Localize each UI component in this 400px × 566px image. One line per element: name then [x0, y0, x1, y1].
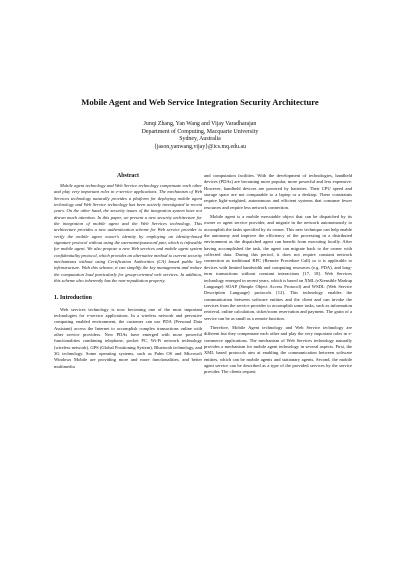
author-names: Junqi Zhang, Yan Wang and Vijay Varadharajan	[143, 121, 257, 127]
right-paragraph-2: Mobile agent is a mobile executable object that can be dispatched by its owner or agent service provider, and migrate in the network autonomously to accomplish the tasks specified by its owner. This new technique can help enable the autonomy and improve the efficiency of the processing in a distributed environment as the dispatched agent can benefit from executing locally. After having accomplished the task, the agent can migrate back to the owner with collected data. During this period, it does not require constant network connection as traditional RPC (Remote Procedure Call) so it is applicable to devices with limited bandwidth and computing resources (e.g. PDA), and long-term transactions without constant interactions [17, 18]. Web Services technology emerged in recent years, which is based on XML (eXtensible Markup Language) SOAP (Simple Object Access Protocol) and WSDL (Web Service Description Language) protocols [12]. This technology enables the communication between software entities and the client and can invoke the services from the service provider to accomplish some tasks, such as information retrieval, online calculation, ticket/room reservation and payment. The grain of a service can be as small as a remote function.	[204, 214, 352, 321]
author-block	[60, 121, 340, 151]
right-column	[204, 173, 352, 379]
right-paragraph-3: Therefore, Mobile Agent technology and Web Service technology are different but they compensate each other and play the very important roles in e-commerce applications. The mechanism of Web Services technology naturally provides a mechanism for mobile agent technology in several aspects. First, the XML based protocols aim at enabling the communication between software entities, which can be mobile agents and stationary agents. Second, the mobile agent service can be described as a type of the provided services by the service provider. The clients request	[204, 324, 352, 375]
author-location: Sydney, Australia	[179, 136, 221, 143]
abstract-heading: Abstract	[117, 173, 139, 179]
left-column	[54, 173, 202, 373]
introduction-heading: 1. Introduction	[54, 294, 92, 301]
introduction-paragraph: Web services technology is now becoming one of the most important technologies for e-service applications. In a wireless network and pervasive computing enabled environment, the customer can use PDA (Personal Data Assistant) access the Internet to accomplish complex transactions online with other service providers. New PDAs have emerged with more powerful functionalities combining telephone, pocket PC, Wi-Fi network technology (wireless network), GPS (Global Positioning System), Bluetooth technology, and 3G technology. Some operating systems, such as Palm OS and Microsoft Windows Mobile are providing more and more functionalities, and better multimedia	[54, 306, 202, 369]
paper-title: Mobile Agent and Web Service Integration Security Architecture	[81, 97, 319, 107]
right-paragraph-1: and computation facilities. With the development of technologies, handheld devices (PDAs) are becoming more popular, more powerful and less expensive. However, handheld devices are powered by batteries. Their CPU speed and storage space are not comparable to a laptop or a desktop. These constraints require light-weighted, autonomous and efficient systems that consume fewer resources and require less network connection.	[204, 173, 352, 210]
abstract-text: Mobile agent technology and Web Service technology compensate each other and play very important roles in e-service applications. The mechanism of Web Services technology naturally provides a platform for deploying mobile agent technology and Web Service technology has been actively investigated in recent years. On the other hand, the security issues of the integration system have not drawn much attention. In this paper, we present a new security architecture for the integration of mobile agent and the Web Services technology. This architecture provides a new authentication scheme for Web service provider to verify the mobile agent owner's identity by employing an identity-based signature protocol without using the username/password pair, which is infeasible for mobile agent. We also propose a new Web services and mobile agent system confidentiality protocol, which provides an alternative method to current security mechanisms without using Certification Authorities (CA) based public key infrastructure. With this scheme, it can simplify the key management and reduce the computation load particularly for group-oriented web services. In addition, this scheme also inherently has the non-repudiation property.	[54, 183, 202, 284]
author-email: {jason,yanwang,vijay}@ics.mq.edu.au	[153, 143, 247, 150]
abstract-section	[54, 173, 202, 285]
author-department: Department of Computing, Macquarie University	[141, 128, 259, 135]
